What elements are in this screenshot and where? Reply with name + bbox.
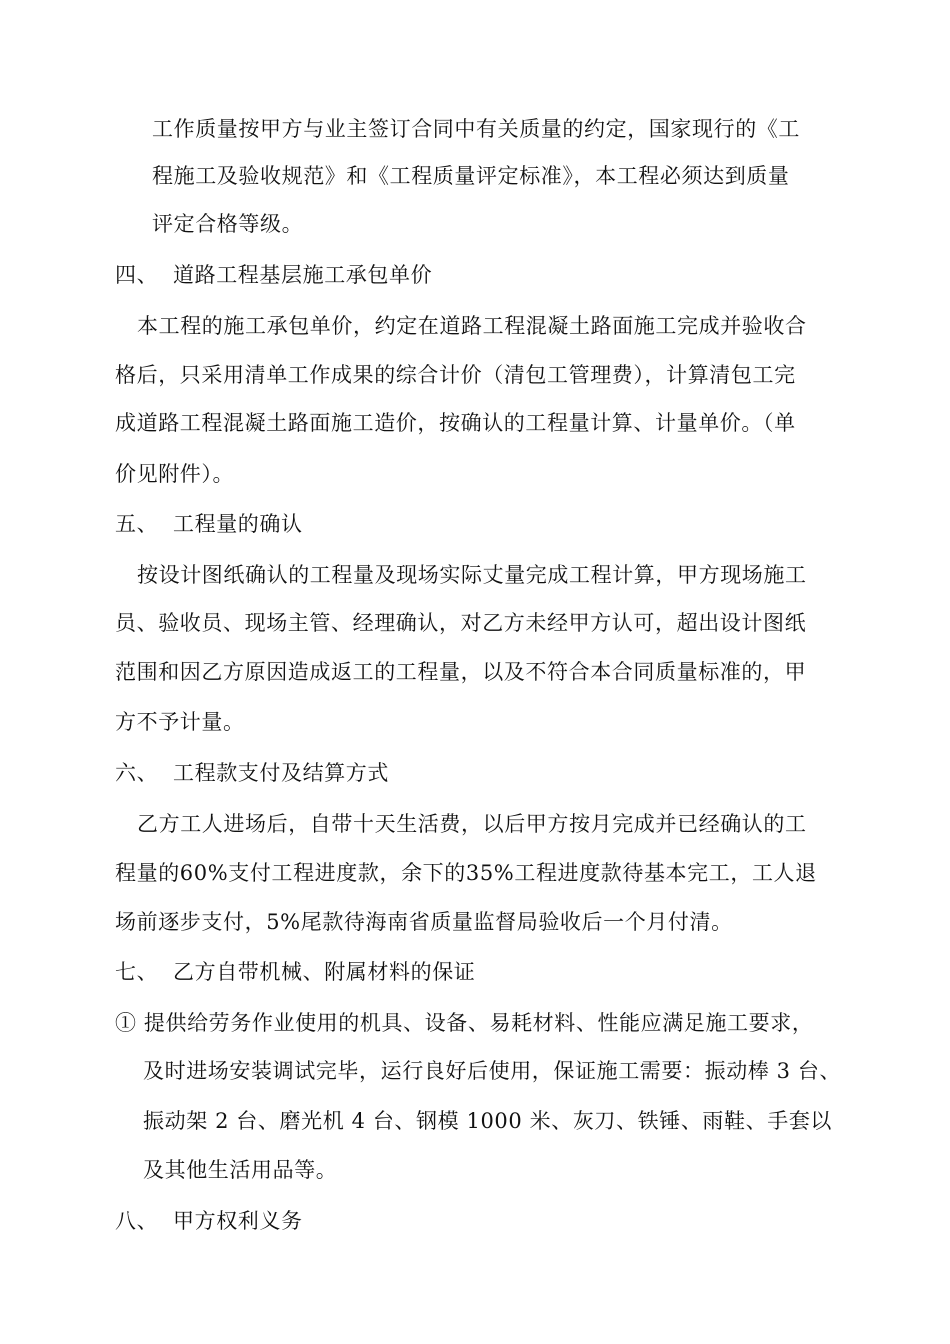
- section-7-item-1-line-4: 及其他生活用品等。: [143, 1158, 338, 1182]
- section-6-line-1: 乙方工人进场后，自带十天生活费，以后甲方按月完成并已经确认的工: [137, 812, 807, 836]
- section-4-line-4: 价见附件）。: [115, 462, 235, 486]
- section-8-heading: [115, 1208, 303, 1234]
- intro-line-2: 程施工及验收规范》和《工程质量评定标准》，本工程必须达到质量: [152, 164, 790, 188]
- section-4-number: 四、: [115, 263, 159, 287]
- section-8-number: 八、: [115, 1209, 159, 1233]
- section-5-number: 五、: [115, 512, 159, 536]
- section-6-title: 工程款支付及结算方式: [173, 761, 389, 785]
- section-7-item-1-line-3: 振动架 2 台、磨光机 4 台、钢模 1000 米、灰刀、铁锤、雨鞋、手套以: [143, 1109, 833, 1133]
- section-6-number: 六、: [115, 761, 159, 785]
- section-5-line-3: 范围和因乙方原因造成返工的工程量，以及不符合本合同质量标准的，甲: [115, 660, 807, 684]
- section-8-title: 甲方权利义务: [173, 1209, 303, 1233]
- intro-line-1: 工作质量按甲方与业主签订合同中有关质量的约定，国家现行的《工: [152, 117, 800, 141]
- section-6-line-3: 场前逐步支付，5%尾款待海南省质量监督局验收后一个月付清。: [115, 910, 733, 934]
- section-4-line-2: 格后，只采用清单工作成果的综合计价（清包工管理费），计算清包工完: [115, 363, 796, 387]
- section-7-item-1-line-1: ① 提供给劳务作业使用的机具、设备、易耗材料、性能应满足施工要求，: [115, 1011, 814, 1035]
- section-5-line-4: 方不予计量。: [115, 710, 245, 734]
- section-4-line-3: 成道路工程混凝土路面施工造价，按确认的工程量计算、计量单价。（单: [115, 411, 796, 435]
- section-6-line-2: 程量的60%支付工程进度款，余下的35%工程进度款待基本完工，工人退: [115, 861, 817, 885]
- intro-line-3: 评定合格等级。: [152, 212, 304, 236]
- section-6-heading: [115, 760, 389, 786]
- section-4-heading: [115, 262, 432, 288]
- section-5-line-1: 按设计图纸确认的工程量及现场实际丈量完成工程计算，甲方现场施工: [137, 563, 807, 587]
- section-5-heading: [115, 511, 303, 537]
- section-7-number: 七、: [115, 960, 159, 984]
- section-7-title: 乙方自带机械、附属材料的保证: [173, 960, 476, 984]
- section-5-line-2: 员、验收员、现场主管、经理确认，对乙方未经甲方认可，超出设计图纸: [115, 611, 807, 635]
- section-7-item-1-line-2: 及时进场安装调试完毕，运行良好后使用，保证施工需要：振动棒 3 台、: [143, 1059, 842, 1083]
- section-4-title: 道路工程基层施工承包单价: [173, 263, 433, 287]
- section-4-line-1: 本工程的施工承包单价，约定在道路工程混凝土路面施工完成并验收合: [137, 314, 807, 338]
- section-5-title: 工程量的确认: [173, 512, 303, 536]
- section-7-heading: [115, 959, 475, 985]
